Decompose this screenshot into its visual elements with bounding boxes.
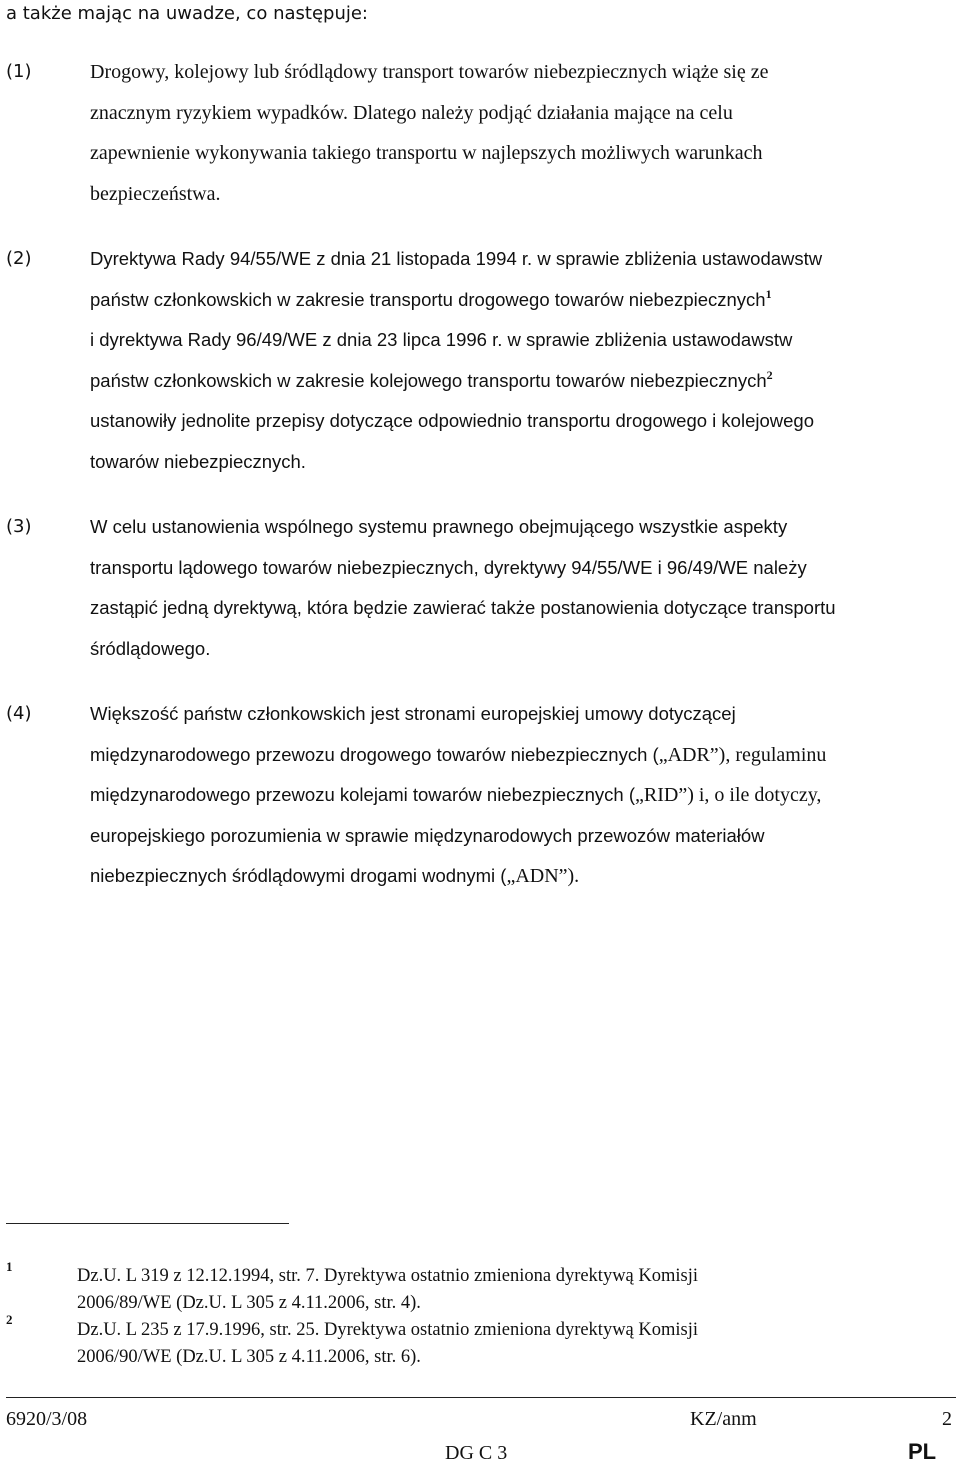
- recital-number: (1): [6, 61, 32, 82]
- text-segment: międzynarodowego przewozu drogowego towarów niebezpiecznych (: [90, 743, 659, 765]
- recital-number: (3): [6, 516, 32, 537]
- text-segment: Drogowy, kolejowy lub śródlądowy transport towarów niebezpiecznych wiąże się ze: [90, 61, 769, 83]
- footnote-line: Dz.U. L 235 z 17.9.1996, str. 25. Dyrektywa ostatnio zmieniona dyrektywą Komisji: [77, 1320, 699, 1340]
- footnote-number: 2: [6, 1312, 13, 1327]
- footnote-ref-1[interactable]: 1: [765, 286, 772, 301]
- text-segment: państw członkowskich w zakresie transportu drogowego towarów niebezpiecznych: [90, 288, 766, 310]
- text-line: [90, 133, 960, 174]
- text-line: [90, 239, 960, 280]
- author-initials: KZ/anm: [690, 1408, 757, 1430]
- language-code: PL: [908, 1439, 937, 1464]
- recital-text: [90, 239, 960, 482]
- footnote-line: Dz.U. L 319 z 12.12.1994, str. 7. Dyrektywa ostatnio zmieniona dyrektywą Komisji: [77, 1266, 699, 1286]
- text-segment: bezpieczeństwa.: [90, 182, 221, 205]
- recital-number: (2): [6, 248, 32, 269]
- text-line: [90, 52, 960, 93]
- text-line: [90, 361, 960, 402]
- text-segment: Dyrektywa Rady 94/55/WE z dnia 21 listopada 1994 r. w sprawie zbliżenia ustawodawstw: [90, 248, 823, 269]
- footnote-separator: [6, 1223, 289, 1224]
- text-line: [90, 856, 960, 897]
- footnote-line: 2006/90/WE (Dz.U. L 305 z 4.11.2006, str. 6).: [77, 1347, 421, 1367]
- text-segment: „ADN”).: [506, 865, 580, 887]
- text-line: [90, 401, 960, 442]
- text-line: [90, 320, 960, 361]
- recital-text: [90, 694, 960, 897]
- footer-separator: [6, 1397, 956, 1398]
- page-number: 2: [942, 1408, 952, 1430]
- text-line: [90, 93, 960, 134]
- text-line: [90, 629, 960, 670]
- text-line: [90, 588, 960, 629]
- text-segment: „ADR”), regulaminu: [658, 743, 827, 766]
- text-line: [90, 280, 960, 321]
- text-segment: i dyrektywa Rady 96/49/WE z dnia 23 lipca 1996 r. w sprawie zbliżenia ustawodawstw: [90, 329, 793, 350]
- text-segment: ustanowiły jednolite przepisy dotyczące odpowiednio transportu drogowego i kolejowego: [90, 410, 814, 431]
- text-segment: zapewnienie wykonywania takiego transportu w najlepszych możliwych warunkach: [90, 142, 763, 164]
- text-segment: niebezpiecznych śródlądowymi drogami wodnymi (: [90, 865, 507, 886]
- document-reference: 6920/3/08: [6, 1408, 88, 1430]
- text-segment: śródlądowego.: [90, 637, 211, 659]
- recital-text: [90, 507, 960, 669]
- text-segment: transportu lądowego towarów niebezpiecznych, dyrektywy 94/55/WE i 96/49/WE należy: [90, 556, 807, 578]
- text-segment: Większość państw członkowskich jest stronami europejskiej umowy dotyczącej: [90, 703, 736, 724]
- text-line: [90, 735, 960, 776]
- text-line: [90, 694, 960, 735]
- recital-number: (4): [6, 703, 32, 724]
- text-line: [90, 174, 960, 215]
- text-segment: międzynarodowego przewozu kolejami towarów niebezpiecznych (: [90, 784, 635, 805]
- recital-text: [90, 52, 960, 214]
- department-code: DG C 3: [445, 1442, 508, 1464]
- text-segment: państw członkowskich w zakresie kolejowego transportu towarów niebezpiecznych: [90, 369, 767, 391]
- text-line: [90, 442, 960, 483]
- intro-text: a także mając na uwadze, co następuje:: [6, 3, 368, 24]
- text-line: [90, 548, 960, 589]
- text-segment: „RID”) i, o ile dotyczy,: [635, 784, 822, 806]
- text-segment: znacznym ryzykiem wypadków. Dlatego należy podjąć działania mające na celu: [90, 101, 733, 124]
- footnote-line: 2006/89/WE (Dz.U. L 305 z 4.11.2006, str. 4).: [77, 1293, 421, 1313]
- footnote-ref-2[interactable]: 2: [766, 367, 773, 382]
- footnote-number: 1: [6, 1259, 13, 1274]
- text-line: [90, 775, 960, 816]
- text-line: [90, 507, 960, 548]
- text-line: [90, 816, 960, 857]
- text-segment: europejskiego porozumienia w sprawie międzynarodowych przewozów materiałów: [90, 824, 765, 846]
- text-segment: zastąpić jedną dyrektywą, która będzie zawierać także postanowienia dotyczące transportu: [90, 597, 836, 618]
- text-segment: W celu ustanowienia wspólnego systemu prawnego obejmującego wszystkie aspekty: [90, 516, 788, 537]
- text-segment: towarów niebezpiecznych.: [90, 450, 306, 472]
